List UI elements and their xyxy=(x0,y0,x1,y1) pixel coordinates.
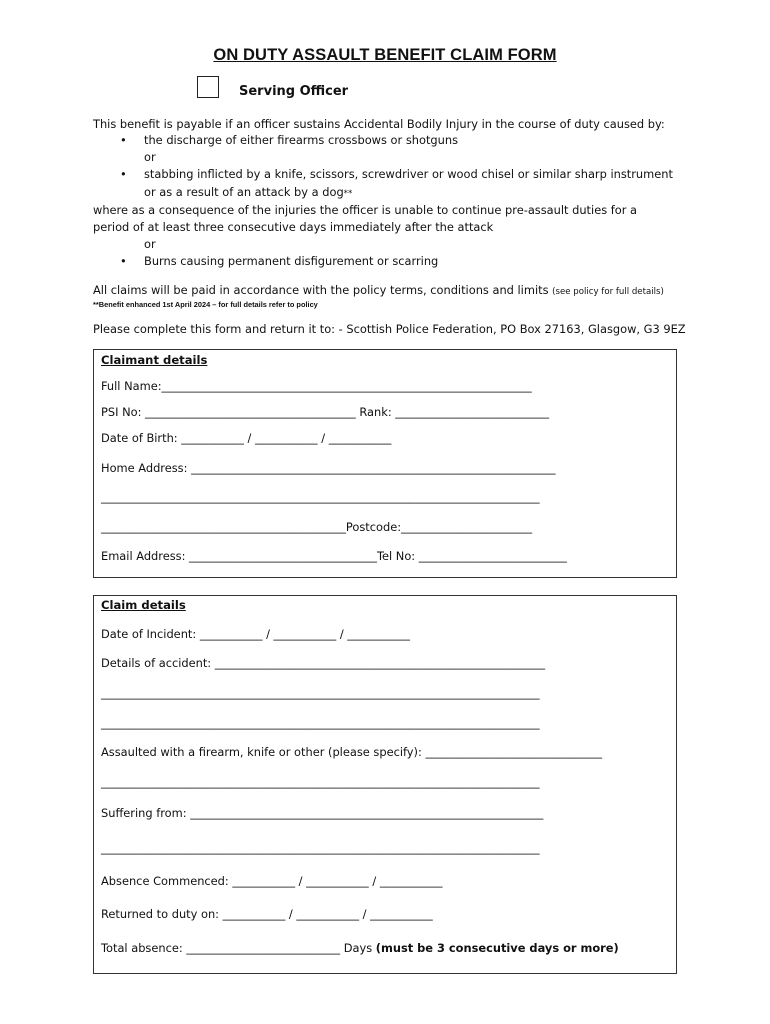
suffering-from-field[interactable]: Suffering from: ______________________________________________________________ xyxy=(101,806,544,820)
details-of-accident-field[interactable]: Details of accident: __________________________________________________________ xyxy=(101,656,546,670)
suffering-line-2-field[interactable]: _____________________________________________________________________________ xyxy=(101,841,540,855)
date-of-birth-field[interactable]: Date of Birth: ___________ / ___________ / ___________ xyxy=(101,431,392,445)
where-text-2: period of at least three consecutive days immediately after the attack xyxy=(93,220,494,234)
or-text: or xyxy=(144,237,156,251)
details-line-3-field[interactable]: _____________________________________________________________________________ xyxy=(101,716,540,730)
assaulted-with-field[interactable]: Assaulted with a firearm, knife or other (please specify): _______________________________ xyxy=(101,745,603,759)
returned-to-duty-field[interactable]: Returned to duty on: ___________ / ___________ / ___________ xyxy=(101,907,433,921)
serving-officer-checkbox[interactable] xyxy=(197,76,219,98)
where-text-1: where as a consequence of the injuries the officer is unable to continue pre-assault duties for a xyxy=(93,203,638,217)
or-text: or xyxy=(144,150,156,164)
bullet-stabbing-continued xyxy=(144,185,352,201)
serving-officer-label: Serving Officer xyxy=(239,84,349,99)
assaulted-line-2-field[interactable]: _____________________________________________________________________________ xyxy=(101,775,540,789)
full-name-field[interactable]: Full Name:_________________________________________________________________ xyxy=(101,379,532,393)
address-line-2-field[interactable]: _____________________________________________________________________________ xyxy=(101,490,540,504)
return-address-text: Please complete this form and return it to: - Scottish Police Federation, PO Box 27163, Glasgow, G3 9EZ xyxy=(93,322,686,336)
claim-details-heading: Claim details xyxy=(101,598,186,612)
psi-rank-field[interactable]: PSI No: _____________________________________ Rank: ___________________________ xyxy=(101,405,550,419)
claims-text xyxy=(93,283,664,299)
address-postcode-field[interactable]: ___________________________________________Postcode:_______________________ xyxy=(101,520,533,534)
claimant-details-heading: Claimant details xyxy=(101,353,208,367)
total-absence-label: Total absence: ___________________________ Days xyxy=(101,941,373,955)
bullet-burns: Burns causing permanent disfigurement or scarring xyxy=(144,254,439,268)
dog-text: or as a result of an attack by a dog xyxy=(144,185,344,199)
bullet-stabbing: stabbing inflicted by a knife, scissors, screwdriver or wood chisel or similar sharp instrument xyxy=(144,167,673,181)
bullet-icon: • xyxy=(120,254,127,268)
email-tel-field[interactable]: Email Address: _________________________________Tel No: __________________________ xyxy=(101,549,567,563)
claims-note: (see policy for full details) xyxy=(552,287,664,297)
intro-text: This benefit is payable if an officer sustains Accidental Bodily Injury in the course of duty caused by: xyxy=(93,117,665,131)
details-line-2-field[interactable]: _____________________________________________________________________________ xyxy=(101,686,540,700)
bullet-icon: • xyxy=(120,167,127,181)
absence-commenced-field[interactable]: Absence Commenced: ___________ / ___________ / ___________ xyxy=(101,874,443,888)
enhanced-note: **Benefit enhanced 1st April 2024 – for full details refer to policy xyxy=(93,300,318,309)
total-absence-note: (must be 3 consecutive days or more) xyxy=(375,941,619,955)
date-of-incident-field[interactable]: Date of Incident: ___________ / ___________ / ___________ xyxy=(101,627,410,641)
home-address-field[interactable]: Home Address: ________________________________________________________________ xyxy=(101,461,556,475)
form-title: ON DUTY ASSAULT BENEFIT CLAIM FORM xyxy=(213,46,557,64)
asterisk-mark: ** xyxy=(343,189,353,199)
bullet-icon: • xyxy=(120,133,127,147)
claims-main: All claims will be paid in accordance with the policy terms, conditions and limits xyxy=(93,283,549,297)
total-absence-field[interactable] xyxy=(101,941,619,955)
bullet-firearms: the discharge of either firearms crossbows or shotguns xyxy=(144,133,459,147)
